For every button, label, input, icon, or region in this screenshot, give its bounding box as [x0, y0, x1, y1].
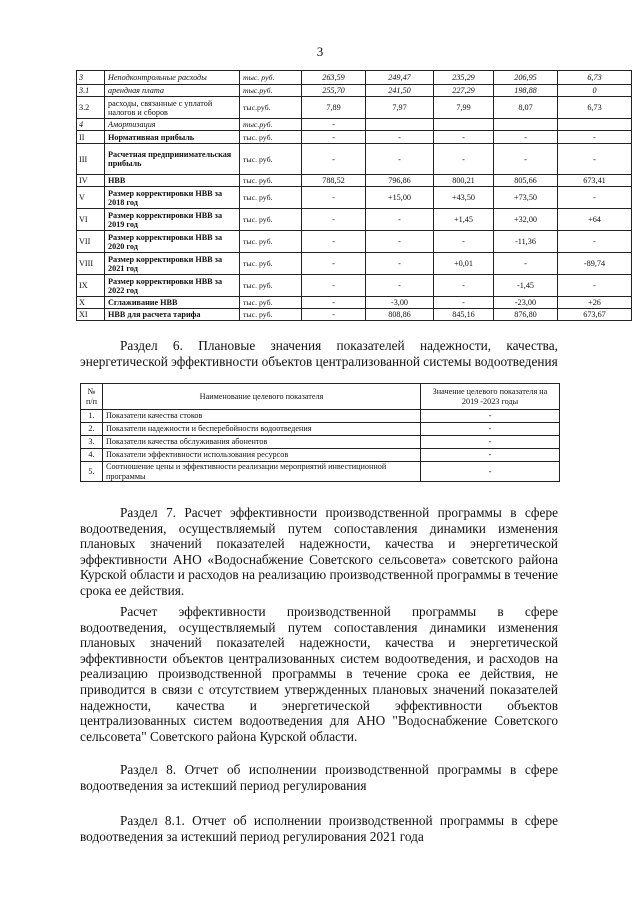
row-value: - — [302, 209, 366, 231]
indicator-value: - — [421, 423, 560, 436]
row-value: - — [366, 209, 434, 231]
indicator-name: Показатели надежности и бесперебойности водоотведения — [103, 423, 421, 436]
row-value: - — [558, 231, 632, 253]
row-value: 788,52 — [302, 175, 366, 187]
row-value: - — [494, 144, 558, 175]
row-value: 263,59 — [302, 71, 366, 85]
table-row — [77, 187, 632, 209]
table-row — [77, 97, 632, 119]
table-row — [77, 71, 632, 85]
row-value: +1,45 — [434, 209, 494, 231]
indicator-number: 5. — [81, 462, 103, 482]
row-value: - — [366, 144, 434, 175]
row-value: - — [434, 297, 494, 309]
row-value: - — [434, 144, 494, 175]
section81-heading: Раздел 8.1. Отчет об исполнении производственной программы в сфере водоотведения за истекший период регулирования 2021 года — [80, 813, 558, 844]
indicator-name: Показатели качества обслуживания абонентов — [103, 436, 421, 449]
row-value: - — [302, 275, 366, 297]
row-value: - — [302, 253, 366, 275]
row-number: VIII — [77, 253, 105, 275]
row-unit: тыс.руб. — [240, 97, 302, 119]
row-value: +43,50 — [434, 187, 494, 209]
row-name: Размер корректировки НВВ за 2018 год — [105, 187, 240, 209]
table-row — [77, 85, 632, 97]
row-name: Размер корректировки НВВ за 2021 год — [105, 253, 240, 275]
row-value: - — [302, 119, 366, 131]
row-value: 198,88 — [494, 85, 558, 97]
row-number: V — [77, 187, 105, 209]
row-unit: тыс. руб. — [240, 131, 302, 144]
row-number: 3.1 — [77, 85, 105, 97]
row-value — [558, 119, 632, 131]
table-row — [77, 297, 632, 309]
indicator-value: - — [421, 410, 560, 423]
row-value: 241,50 — [366, 85, 434, 97]
row-unit: тыс. руб. — [240, 297, 302, 309]
section8-heading: Раздел 8. Отчет об исполнении производственной программы в сфере водоотведения за истекший период регулирования — [80, 762, 558, 793]
row-value: 7,97 — [366, 97, 434, 119]
row-value: 235,29 — [434, 71, 494, 85]
row-value: - — [302, 297, 366, 309]
row-value: - — [434, 275, 494, 297]
row-value: 249,47 — [366, 71, 434, 85]
row-value: +26 — [558, 297, 632, 309]
row-unit: тыс.руб. — [240, 119, 302, 131]
row-number: 3 — [77, 71, 105, 85]
row-number: VI — [77, 209, 105, 231]
row-value: 8,07 — [494, 97, 558, 119]
row-value — [366, 119, 434, 131]
row-value: +64 — [558, 209, 632, 231]
table-row — [77, 231, 632, 253]
row-number: 4 — [77, 119, 105, 131]
row-number: III — [77, 144, 105, 175]
table-row — [77, 309, 632, 321]
row-value: - — [366, 131, 434, 144]
row-value: 808,86 — [366, 309, 434, 321]
row-value: 6,73 — [558, 97, 632, 119]
row-name: Амортизация — [105, 119, 240, 131]
row-value — [434, 119, 494, 131]
page-number: 3 — [316, 44, 324, 59]
row-number: IX — [77, 275, 105, 297]
indicator-number: 4. — [81, 449, 103, 462]
table-row — [81, 436, 560, 449]
row-number: VII — [77, 231, 105, 253]
row-value: 845,16 — [434, 309, 494, 321]
header-name: Наименование целевого показателя — [103, 384, 421, 410]
row-name: Неподконтрольные расходы — [105, 71, 240, 85]
row-value: - — [302, 309, 366, 321]
row-value: - — [302, 144, 366, 175]
row-value: -11,36 — [494, 231, 558, 253]
row-name: Расчетная предпринимательская прибыль — [105, 144, 240, 175]
row-value: -1,45 — [494, 275, 558, 297]
row-value — [494, 119, 558, 131]
row-unit: тыс. руб. — [240, 275, 302, 297]
row-value: +0,01 — [434, 253, 494, 275]
row-value: - — [434, 231, 494, 253]
row-number: XI — [77, 309, 105, 321]
row-value: +32,00 — [494, 209, 558, 231]
indicator-value: - — [421, 436, 560, 449]
row-value: - — [366, 253, 434, 275]
row-number: X — [77, 297, 105, 309]
row-value: 227,29 — [434, 85, 494, 97]
indicator-number: 1. — [81, 410, 103, 423]
row-value: - — [558, 131, 632, 144]
indicator-number: 3. — [81, 436, 103, 449]
row-value: -3,00 — [366, 297, 434, 309]
row-value: - — [366, 231, 434, 253]
row-name: Нормативная прибыль — [105, 131, 240, 144]
table-row — [77, 131, 632, 144]
row-unit: тыс. руб. — [240, 144, 302, 175]
row-unit: тыс. руб. — [240, 187, 302, 209]
budget-table — [76, 70, 632, 321]
row-name: Размер корректировки НВВ за 2019 год — [105, 209, 240, 231]
row-value: +15,00 — [366, 187, 434, 209]
row-value: - — [366, 275, 434, 297]
row-value: 796,86 — [366, 175, 434, 187]
table-row — [77, 209, 632, 231]
row-value: 805,66 — [494, 175, 558, 187]
row-value: 673,41 — [558, 175, 632, 187]
row-value: 876,80 — [494, 309, 558, 321]
indicator-name: Соотношение цены и эффективности реализации мероприятий инвестиционной программы — [103, 462, 421, 482]
row-name: арендная плата — [105, 85, 240, 97]
row-unit: тыс. руб. — [240, 209, 302, 231]
section7-paragraph-1: Раздел 7. Расчет эффективности производственной программы в сфере водоотведения, осуществляемый путем сопоставления динамики изменения плановых значений показателей надежности, качества и энергетической эффективности АНО «Водоснабжение Советского сельсовета» советского района Курской области и расходов на реализацию производственной программы в течение срока ее действия. — [80, 505, 558, 598]
header-value: Значение целевого показателя на 2019 -2023 годы — [421, 384, 560, 410]
table-row — [81, 423, 560, 436]
row-name: Размер корректировки НВВ за 2020 год — [105, 231, 240, 253]
table-row — [77, 253, 632, 275]
row-value: 7,99 — [434, 97, 494, 119]
row-value: - — [558, 275, 632, 297]
row-value: - — [434, 131, 494, 144]
row-value: +73,50 — [494, 187, 558, 209]
row-value: - — [302, 187, 366, 209]
row-value: 206,95 — [494, 71, 558, 85]
table-header-row — [81, 384, 560, 410]
table-row — [77, 119, 632, 131]
row-name: НВВ — [105, 175, 240, 187]
indicator-name: Показатели эффективности использования ресурсов — [103, 449, 421, 462]
table-row — [81, 462, 560, 482]
row-value: -23,00 — [494, 297, 558, 309]
indicator-name: Показатели качества стоков — [103, 410, 421, 423]
section6-heading: Раздел 6. Плановые значения показателей надежности, качества, энергетической эффективности объектов централизованной системы водоотведения — [80, 338, 558, 369]
section7-paragraph-2: Расчет эффективности производственной программы в сфере водоотведения, осуществляемый путем сопоставления динамики изменения плановых значений показателей надежности, качества и энергетической эффективности объектов централизованных систем водоотведения, и расходов на реализацию производственной программы в течение срока ее действия, не приводится в связи с отсутствием утвержденных плановых значений показателей надежности, качества и энергетической эффективности объектов централизованных систем водоотведения для АНО "Водоснабжение Советского сельсовета" Советского района Курской области. — [80, 604, 558, 744]
table-row — [77, 175, 632, 187]
row-value: 673,67 — [558, 309, 632, 321]
table-row — [81, 449, 560, 462]
row-unit: тыс. руб. — [240, 231, 302, 253]
row-value: - — [302, 131, 366, 144]
table-row — [77, 275, 632, 297]
indicator-value: - — [421, 449, 560, 462]
row-value: 7,89 — [302, 97, 366, 119]
row-unit: тыс. руб. — [240, 309, 302, 321]
row-name: Сглаживание НВВ — [105, 297, 240, 309]
indicator-number: 2. — [81, 423, 103, 436]
table-row — [77, 144, 632, 175]
row-unit: тыс. руб. — [240, 253, 302, 275]
table-row — [81, 410, 560, 423]
row-unit: тыс. руб. — [240, 71, 302, 85]
row-value: -89,74 — [558, 253, 632, 275]
row-value: 6,73 — [558, 71, 632, 85]
row-unit: тыс.руб. — [240, 85, 302, 97]
row-name: Размер корректировки НВВ за 2022 год — [105, 275, 240, 297]
row-value: 255,70 — [302, 85, 366, 97]
row-value: 800,21 — [434, 175, 494, 187]
row-number: 3.2 — [77, 97, 105, 119]
target-indicators-table — [80, 383, 560, 482]
row-number: II — [77, 131, 105, 144]
row-value: - — [302, 231, 366, 253]
indicator-value: - — [421, 462, 560, 482]
row-value: 0 — [558, 85, 632, 97]
header-num: № п/п — [81, 384, 103, 410]
row-number: IV — [77, 175, 105, 187]
row-value: - — [494, 131, 558, 144]
row-value: - — [494, 253, 558, 275]
row-value: - — [558, 187, 632, 209]
row-name: расходы, связанные с уплатой налогов и сборов — [105, 97, 240, 119]
row-unit: тыс. руб. — [240, 175, 302, 187]
row-value: - — [558, 144, 632, 175]
row-name: НВВ для расчета тарифа — [105, 309, 240, 321]
